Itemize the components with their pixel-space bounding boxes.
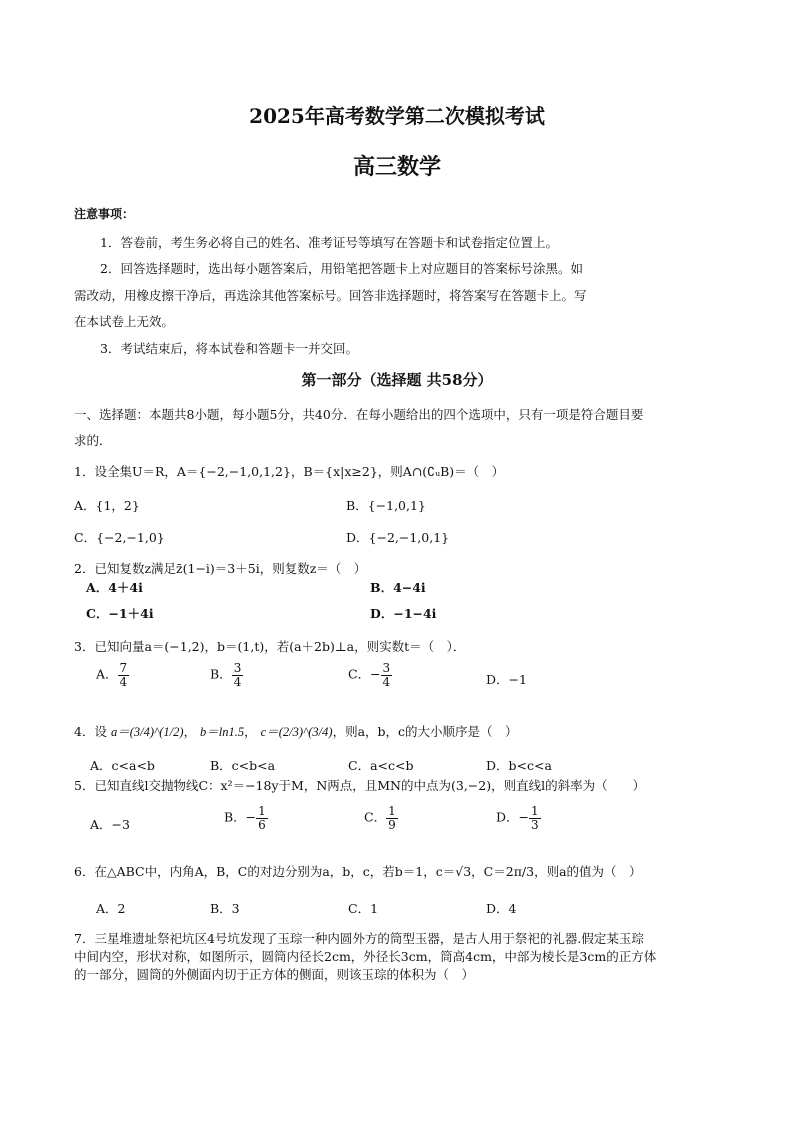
denominator: 6 xyxy=(258,817,266,832)
question-2-stem: 2．已知复数z满足z̄(1−i)＝3＋5i，则复数z＝（ ） xyxy=(74,561,367,576)
question-3-stem: 3．已知向量a＝(−1,2)，b＝(1,t)，若(a＋2b)⊥a，则实数t＝（ ）． xyxy=(74,639,466,654)
question-4-a-def: a＝(3/4)^(1/2) xyxy=(110,725,184,739)
question-5-option-b[interactable] xyxy=(224,805,268,831)
section-intro-cont: 求的． xyxy=(74,433,112,448)
numerator: 1 xyxy=(388,804,396,818)
numerator: 1 xyxy=(258,804,266,818)
question-6-option-b[interactable]: B．3 xyxy=(210,901,240,916)
denominator: 4 xyxy=(382,674,391,689)
question-3-option-c[interactable] xyxy=(348,662,392,688)
notice-item-2-cont: 需改动，用橡皮擦干净后，再选涂其他答案标号。回答非选择题时，将答案写在答题卡上。写 xyxy=(74,288,587,303)
question-3-option-b[interactable] xyxy=(210,662,243,688)
option-label: C．− xyxy=(348,666,381,682)
question-3-option-d[interactable]: D．−1 xyxy=(486,672,527,687)
numerator: 3 xyxy=(382,661,391,675)
fraction xyxy=(232,662,244,688)
section-intro: 一、选择题：本题共8小题，每小题5分，共40分．在每小题给出的四个选项中，只有一项是符合题目要 xyxy=(74,407,644,422)
question-4-option-a[interactable]: A．c<a<b xyxy=(90,758,155,773)
fraction xyxy=(386,805,398,831)
denominator: 9 xyxy=(388,817,396,832)
fraction xyxy=(529,805,541,831)
question-4-option-d[interactable]: D．b<c<a xyxy=(486,758,552,773)
question-6-option-a[interactable]: A．2 xyxy=(96,901,126,916)
question-6-stem: 6．在△ABC中，内角A，B，C的对边分别为a，b，c，若b＝1，c＝√3，C＝2π/3，则a的值为（ ） xyxy=(74,864,642,879)
denominator: 4 xyxy=(233,674,242,689)
question-4-c-def: c＝(2/3)^(3/4) xyxy=(260,725,333,739)
question-6-option-c[interactable]: C．1 xyxy=(348,901,379,916)
option-label: D．− xyxy=(496,809,529,825)
question-4-lead: 4．设 xyxy=(74,724,107,739)
question-5-stem: 5．已知直线l交抛物线C：x²＝−18y于M，N两点，且MN的中点为(3,−2)，则直线l的斜率为（ ） xyxy=(74,778,646,793)
notice-heading: 注意事项： xyxy=(74,207,135,221)
notice-item-2: 2．回答选择题时，选出每小题答案后，用铅笔把答题卡上对应题目的答案标号涂黑。如 xyxy=(100,261,583,276)
question-3-option-a[interactable] xyxy=(96,662,129,688)
fraction xyxy=(118,662,130,688)
option-label: C． xyxy=(364,809,387,825)
question-2-option-d[interactable]: D．−1−4i xyxy=(370,606,437,621)
question-5-option-a[interactable]: A．−3 xyxy=(90,817,130,832)
question-7-line-3: 的一部分，圆筒的外侧面内切于正方体的侧面，则该玉琮的体积为（ ） xyxy=(74,967,475,982)
section-title: 第一部分（选择题 共58分） xyxy=(301,371,493,389)
question-1-option-c[interactable]: C．{−2,−1,0} xyxy=(74,530,165,545)
question-4-b-def: b＝ln1.5 xyxy=(200,725,245,739)
fraction xyxy=(381,662,393,688)
question-2-option-c[interactable]: C．−1＋4i xyxy=(86,606,154,621)
notice-item-3: 3．考试结束后，将本试卷和答题卡一并交回。 xyxy=(100,341,358,356)
question-7-line-1: 7．三星堆遗址祭祀坑区4号坑发现了玉琮一种内圆外方的筒型玉器，是古人用于祭祀的礼器.假定某玉琮 xyxy=(74,931,644,946)
question-5-option-c[interactable] xyxy=(364,805,398,831)
option-label: A． xyxy=(96,666,118,682)
question-4-tail: ，则a，b，c的大小顺序是（ ） xyxy=(332,724,518,739)
exam-title: 2025年高考数学第二次模拟考试 xyxy=(249,104,545,128)
question-4-option-b[interactable]: B．c<b<a xyxy=(210,758,276,773)
option-label: B．− xyxy=(224,809,257,825)
numerator: 1 xyxy=(531,804,539,818)
exam-subtitle: 高三数学 xyxy=(352,154,441,180)
question-1-option-b[interactable]: B．{−1,0,1} xyxy=(346,498,426,513)
question-1-stem: 1．设全集U＝R，A＝{−2,−1,0,1,2}，B＝{x|x≥2}，则A∩(∁ᵤB)＝（ ） xyxy=(74,464,505,479)
question-5-option-d[interactable] xyxy=(496,805,541,831)
question-1-option-d[interactable]: D．{−2,−1,0,1} xyxy=(346,530,450,545)
numerator: 7 xyxy=(119,661,128,675)
question-6-option-d[interactable]: D．4 xyxy=(486,901,517,916)
question-2-option-a[interactable]: A．4＋4i xyxy=(86,580,143,595)
denominator: 3 xyxy=(531,817,539,832)
denominator: 4 xyxy=(119,674,128,689)
notice-item-1: 1．答卷前，考生务必将自己的姓名、准考证号等填写在答题卡和试卷指定位置上。 xyxy=(100,235,558,250)
question-2-option-b[interactable]: B．4−4i xyxy=(370,580,426,595)
question-7-line-2: 中间内空，形状对称，如图所示，圆筒内径长2cm，外径长3cm，筒高4cm，中部为棱长是3cm的正方体 xyxy=(74,949,657,964)
question-1-option-a[interactable]: A．{1，2} xyxy=(74,498,140,513)
option-label: B． xyxy=(210,666,232,682)
question-4-stem: 4．设 a＝(3/4)^(1/2)， b＝ln1.5， c＝(2/3)^(3/4)，则a，b，c的大小顺序是（ ） xyxy=(74,724,518,739)
notice-item-2-end: 在本试卷上无效。 xyxy=(74,314,175,329)
question-4-option-c[interactable]: C．a<c<b xyxy=(348,758,414,773)
numerator: 3 xyxy=(233,661,242,675)
fraction xyxy=(256,805,268,831)
